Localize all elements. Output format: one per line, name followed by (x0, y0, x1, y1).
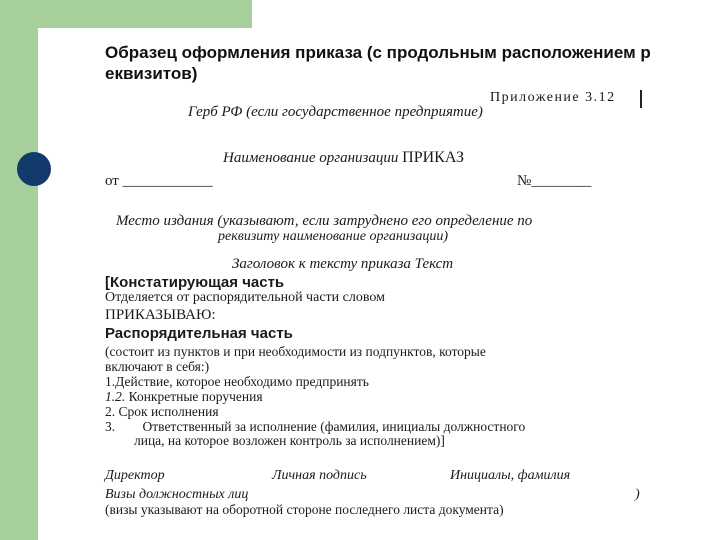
title-to-text: Заголовок к тексту приказа Текст (232, 256, 454, 272)
number-field (517, 173, 591, 190)
item-2-text: Конкретные поручения (128, 389, 263, 404)
date-label: от (105, 173, 119, 189)
place-line-1: Место издания (указывают, если затруднено его определение по (116, 213, 533, 229)
item-4-number: 3. (105, 419, 116, 434)
administrative-heading: Распорядительная часть (105, 325, 293, 342)
number-blank: ________ (531, 173, 592, 189)
item-4-line-2: лица, на которое возложен контроль за исполнением)] (134, 433, 445, 448)
order-command: ПРИКАЗЫВАЮ: (105, 307, 216, 323)
item-3: 2. Срок исполнения (105, 404, 219, 419)
item-2 (105, 389, 263, 405)
visa-note: (визы указывают на оборотной стороне последнего листа документа) (105, 502, 504, 517)
signature-name: Инициалы, фамилия (450, 468, 571, 483)
slide-title-line-1: Образец оформления приказа (с продольным расположением р (105, 43, 651, 62)
slide-accent-left (0, 0, 38, 540)
number-label: № (517, 173, 532, 189)
statement-note: Отделяется от распорядительной части словом (105, 290, 385, 305)
slide-bullet-circle (17, 152, 51, 186)
item-2-number: 1.2. (105, 389, 126, 404)
organization-name: Наименование организации (223, 150, 399, 166)
statement-heading: [Констатирующая часть (105, 274, 285, 291)
emblem-note: Герб РФ (если государственное предприятие) (188, 104, 483, 120)
item-4-text: Ответственный за исполнение (фамилия, инициалы должностного (142, 419, 526, 434)
visa-close-paren: ) (635, 487, 640, 502)
order-title: ПРИКАЗ (402, 149, 465, 166)
visa-line: Визы должностных лиц (105, 487, 249, 502)
date-blank: ____________ (122, 173, 213, 189)
item-1: 1.Действие, которое необходимо предпринять (105, 374, 369, 389)
document-page (38, 28, 720, 540)
place-line-2: реквизиту наименование организации) (218, 229, 448, 244)
signature-role: Директор (105, 468, 165, 483)
signature-field: Личная подпись (272, 468, 367, 483)
slide-title-line-2: еквизитов) (105, 64, 198, 83)
organization-name-line (223, 149, 464, 167)
administrative-note-1: (состоит из пунктов и при необходимости из подпунктов, которые (105, 344, 486, 359)
date-field (105, 173, 213, 190)
text-cursor (640, 90, 642, 108)
appendix-label: Приложение 3.12 (490, 90, 616, 105)
administrative-note-2: включают в себя:) (105, 359, 210, 374)
